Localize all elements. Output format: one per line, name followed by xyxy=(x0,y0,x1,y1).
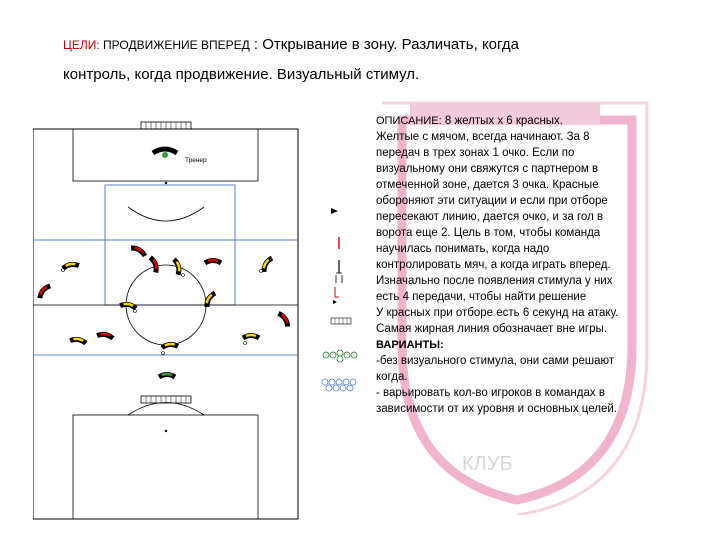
red-player xyxy=(97,333,113,339)
goals-text-line-2: контроль, когда продвижение. Визуальный стимул. xyxy=(63,66,420,83)
description-line: отмеченной зоне, дается 3 очка. Красные xyxy=(376,179,599,191)
variant-line: когда. xyxy=(376,371,408,383)
red-player xyxy=(131,245,146,256)
yellow-player xyxy=(120,303,136,309)
description-line: визуальному они свяжутся с партнером в xyxy=(376,163,599,175)
description-line: научилась понимать, когда надо xyxy=(376,243,550,255)
yellow-player xyxy=(261,257,272,272)
goals-text: : Открывание в зону. Различать, когда xyxy=(249,36,519,53)
yellow-player xyxy=(174,258,181,274)
red-players xyxy=(38,245,290,338)
mini-gate xyxy=(336,273,342,283)
header xyxy=(63,36,683,83)
red-player xyxy=(278,312,290,327)
yellow-player xyxy=(162,343,178,347)
small-goal xyxy=(331,318,351,324)
side-equipment xyxy=(331,208,351,324)
description-line-0: ОПИСАНИЕ: 8 желтых х 6 красных. xyxy=(376,115,564,127)
top-penalty-spot xyxy=(165,182,167,184)
top-penalty-arc xyxy=(128,207,204,221)
bottom-penalty-spot xyxy=(165,430,167,432)
description-line: Самая жирная линия обозначает вне игры. xyxy=(376,323,607,335)
cone-marker xyxy=(331,208,338,214)
green-ball-stack xyxy=(323,350,357,362)
description-line: есть 4 передачи, чтобы найти решение xyxy=(376,291,587,303)
variants-label: ВАРИАНТЫ: xyxy=(376,339,444,351)
red-mini-gate xyxy=(335,287,339,297)
training-pitch-diagram xyxy=(33,115,363,535)
description-line: пересекают линию, дается очко, и за гол в xyxy=(376,211,604,223)
description-line: контролировать мяч, а когда играть вперед. xyxy=(376,259,611,271)
exercise-description xyxy=(376,113,682,417)
yellow-player xyxy=(243,335,259,338)
watermark-text: КЛУБ xyxy=(462,453,513,475)
description-line: Желтые с мячом, всегда начинают. За 8 xyxy=(376,131,590,143)
variant-line: - варьировать кол-во игроков в командах в xyxy=(376,387,605,399)
yellow-player xyxy=(159,374,175,377)
description-line: обороняют эти ситуации и если при отборе xyxy=(376,195,608,207)
coach-figure xyxy=(153,149,177,158)
goals-label-rest: ПРОДВИЖЕНИЕ ВПЕРЕД xyxy=(99,38,250,52)
blue-ball-stack xyxy=(322,379,356,391)
yellow-player xyxy=(70,338,86,344)
description-line: Изначально после появления стимула у них xyxy=(376,275,613,287)
description-label: ОПИСАНИЕ: xyxy=(376,115,442,127)
red-player xyxy=(150,256,158,272)
header-line-1 xyxy=(63,36,683,62)
bottom-penalty-arc xyxy=(128,403,204,416)
balls xyxy=(62,269,263,355)
red-player xyxy=(205,260,221,263)
coach-label: Тренер xyxy=(185,157,207,164)
small-cone xyxy=(333,300,337,304)
variant-line: зависимости от их уровня и основных целей. xyxy=(376,403,617,415)
description-line: У красных при отборе есть 6 секунд на атаку. xyxy=(376,307,619,319)
goals-label: ЦЕЛИ: xyxy=(63,38,100,52)
yellow-player xyxy=(63,263,79,269)
description-line: ворота еще 2. Цель в том, чтобы команда xyxy=(376,227,601,239)
description-line: передач в трех зонах 1 очко. Если по xyxy=(376,147,575,159)
variant-line: -без визуального стимула, они сами решают xyxy=(376,355,615,367)
yellow-players xyxy=(63,257,272,377)
marked-zone xyxy=(105,185,235,305)
red-player xyxy=(38,284,51,298)
